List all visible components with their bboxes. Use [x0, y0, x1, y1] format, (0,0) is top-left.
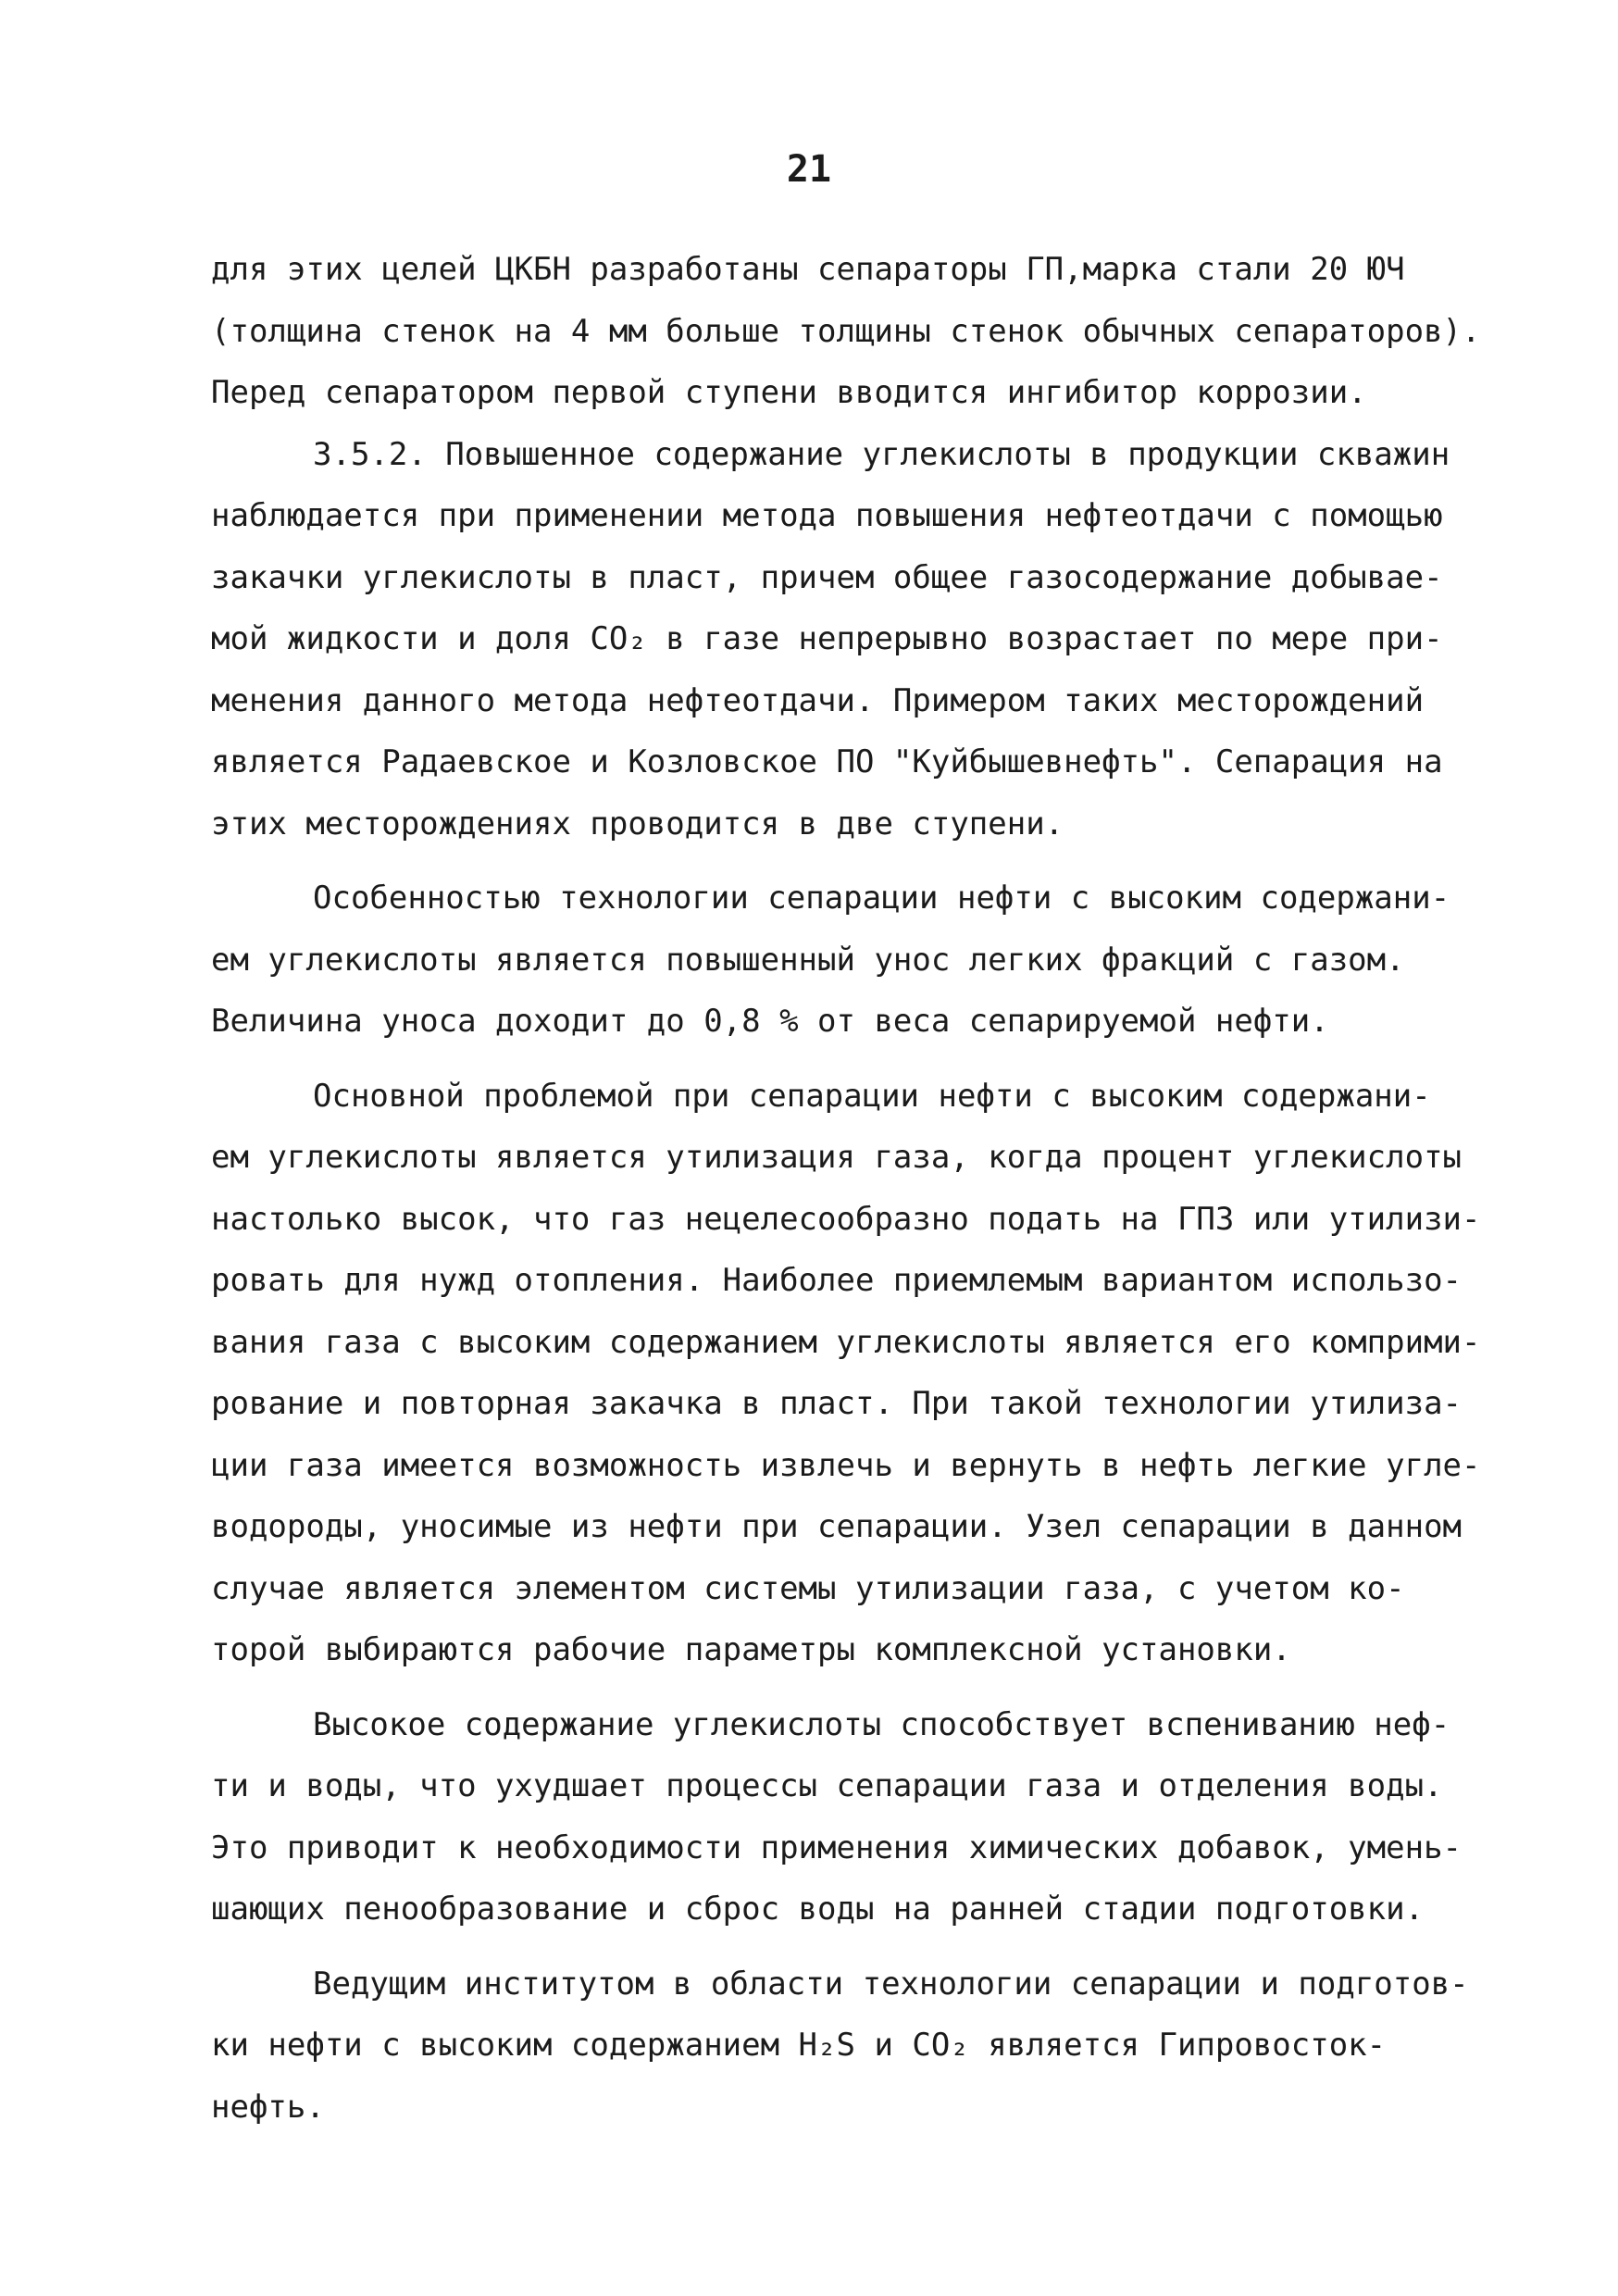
text-line: (толщина стенок на 4 мм больше толщины стенок обычных сепараторов).	[211, 312, 1481, 350]
text-line: шающих пенообразование и сброс воды на ранней стадии подготовки.	[211, 1890, 1425, 1928]
text-line: Особенностью технологии сепарации нефти с высоким содержани-	[313, 880, 1450, 917]
text-line: для этих целей ЦКБН разработаны сепараторы ГП,марка стали 20 ЮЧ	[211, 251, 1405, 288]
text-line: Основной проблемой при сепарации нефти с высоким содержани-	[313, 1077, 1431, 1115]
text-line: водороды, уносимые из нефти при сепарации. Узел сепарации в данном	[211, 1508, 1462, 1545]
text-line: ти и воды, что ухудшает процессы сепарации газа и отделения воды.	[211, 1767, 1443, 1804]
text-line: ции газа имеется возможность извлечь и вернуть в нефть легкие угле-	[211, 1446, 1481, 1484]
paragraph-gap	[211, 1053, 1442, 1066]
text-line: этих месторождениях проводится в две ступени.	[211, 805, 1064, 842]
text-line: ем углекислоты является повышенный унос легких фракций с газом.	[211, 941, 1405, 979]
text-line: торой выбираются рабочие параметры комплексной установки.	[211, 1631, 1291, 1668]
text-line: является Радаевское и Козловское ПО "Куйбышевнефть". Сепарация на	[211, 743, 1443, 780]
text-line: нефть.	[211, 2088, 325, 2126]
text-line: закачки углекислоты в пласт, причем общее газосодержание добывае-	[211, 558, 1443, 596]
text-line: Ведущим институтом в области технологии сепарации и подготов-	[313, 1965, 1469, 2003]
text-line: вания газа с высоким содержанием углекислоты является его комприми-	[211, 1323, 1481, 1361]
text-line: Высокое содержание углекислоты способствует вспениванию неф-	[313, 1705, 1450, 1743]
text-line: рование и повторная закачка в пласт. При такой технологии утилиза-	[211, 1385, 1462, 1422]
text-line: Это приводит к необходимости применения химических добавок, умень-	[211, 1828, 1462, 1866]
page-number: 21	[786, 148, 832, 191]
text-line: наблюдается при применении метода повышения нефтеотдачи с помощью	[211, 497, 1443, 534]
text-line: мой жидкости и доля СО₂ в газе непрерывно возрастает по мере при-	[211, 620, 1443, 657]
paragraph-gap	[211, 1681, 1442, 1694]
text-line: менения данного метода нефтеотдачи. Примером таких месторождений	[211, 681, 1425, 719]
paragraph-gap	[211, 1940, 1442, 1953]
text-line: 3.5.2. Повышенное содержание углекислоты в продукции скважин	[313, 435, 1450, 473]
text-line: настолько высок, что газ нецелесообразно подать на ГПЗ или утилизи-	[211, 1200, 1481, 1238]
text-line: случае является элементом системы утилизации газа, с учетом ко-	[211, 1569, 1405, 1607]
text-line: ки нефти с высоким содержанием H₂S и СО₂ является Гипровосток-	[211, 2027, 1387, 2064]
text-line: Величина уноса доходит до 0,8 % от веса сепарируемой нефти.	[211, 1003, 1329, 1040]
text-line: Перед сепаратором первой ступени вводится ингибитор коррозии.	[211, 374, 1367, 411]
body-text	[211, 239, 1481, 2138]
paragraph-gap	[211, 855, 1442, 867]
text-line: ровать для нужд отопления. Наиболее приемлемым вариантом использо-	[211, 1262, 1462, 1299]
text-line: ем углекислоты является утилизация газа, когда процент углекислоты	[211, 1139, 1462, 1176]
